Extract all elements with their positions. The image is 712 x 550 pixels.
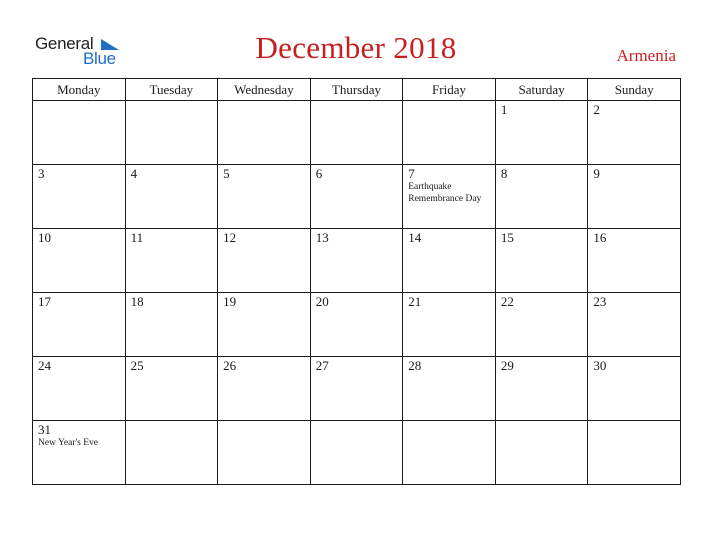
day-cell [218,357,311,421]
day-cell [33,165,126,229]
weekday-monday: Monday [33,79,126,101]
day-number: 14 [408,230,422,245]
day-number: 30 [593,358,607,373]
day-cell [125,101,218,165]
week-row [33,229,681,293]
day-cell [495,293,588,357]
page-title: December 2018 [255,30,457,65]
day-number: 10 [38,230,51,245]
day-cell [218,165,311,229]
day-number [496,421,588,423]
day-cell [588,101,681,165]
day-number [311,421,403,423]
day-cell [403,357,496,421]
day-cell [495,229,588,293]
weekday-tuesday: Tuesday [125,79,218,101]
day-cell [33,229,126,293]
weekday-header-row [33,79,681,101]
day-number: 4 [130,166,138,181]
week-row [33,293,681,357]
week-row [33,357,681,421]
day-cell [403,165,496,229]
day-number: 22 [500,294,514,309]
day-cell [125,229,218,293]
day-number [218,421,310,423]
day-number: 16 [593,230,607,245]
day-cell [310,229,403,293]
day-cell [310,293,403,357]
day-number: 26 [223,358,237,373]
day-number: 5 [223,166,230,181]
day-number: 21 [408,294,422,309]
day-cell [403,229,496,293]
week-row [33,101,681,165]
day-cell [218,421,311,485]
day-number: 19 [223,294,237,309]
logo-general-text: General [35,34,94,53]
holiday-label: Earthquake Remembrance Day [408,182,482,204]
day-cell [588,421,681,485]
day-cell [588,357,681,421]
holiday-label: New Year's Eve [38,438,99,448]
week-row [33,421,681,485]
day-number: 2 [593,102,600,117]
day-cell [125,165,218,229]
day-cell [403,101,496,165]
weekday-wednesday: Wednesday [218,79,311,101]
day-number: 24 [38,358,51,373]
day-cell [33,293,126,357]
day-number: 27 [315,358,329,373]
day-number: 20 [315,294,329,309]
day-cell [310,165,403,229]
day-number: 3 [38,166,45,181]
day-cell [310,357,403,421]
weekday-sunday: Sunday [588,79,681,101]
day-number: 6 [315,166,323,181]
day-cell [588,229,681,293]
day-cell [403,293,496,357]
day-number: 17 [38,294,51,309]
day-cell [125,421,218,485]
day-cell [125,293,218,357]
day-cell [310,421,403,485]
day-number [311,101,403,103]
weekday-friday: Friday [403,79,496,101]
day-number: 1 [500,102,508,117]
day-number [218,101,310,103]
day-cell [218,229,311,293]
day-cell [495,357,588,421]
logo-blue-text: Blue [83,49,116,68]
day-cell [588,165,681,229]
day-number: 8 [500,166,508,181]
day-number [126,101,218,103]
weekday-thursday: Thursday [310,79,403,101]
day-number [403,101,495,103]
day-cell [403,421,496,485]
day-cell [33,421,126,485]
weekday-saturday: Saturday [495,79,588,101]
day-cell [125,357,218,421]
day-number [126,421,218,423]
day-number: 13 [315,230,329,245]
day-number: 7 [408,166,415,181]
day-number: 25 [130,358,144,373]
day-cell [495,101,588,165]
day-cell [218,101,311,165]
day-number: 23 [593,294,607,309]
day-number: 29 [500,358,514,373]
day-number [403,421,495,423]
day-number: 15 [500,230,514,245]
day-number: 12 [223,230,237,245]
day-number: 9 [593,166,600,181]
day-cell [495,421,588,485]
day-cell [33,357,126,421]
day-number: 11 [130,230,144,245]
day-number [588,421,680,423]
country-label: Armenia [616,46,676,65]
week-row [33,165,681,229]
day-cell [310,101,403,165]
day-number: 31 [38,422,51,437]
day-number [33,101,125,103]
day-cell [218,293,311,357]
day-cell [33,101,126,165]
day-cell [588,293,681,357]
day-number: 28 [408,358,422,373]
day-number: 18 [130,294,144,309]
calendar-grid [32,78,681,485]
day-cell [495,165,588,229]
